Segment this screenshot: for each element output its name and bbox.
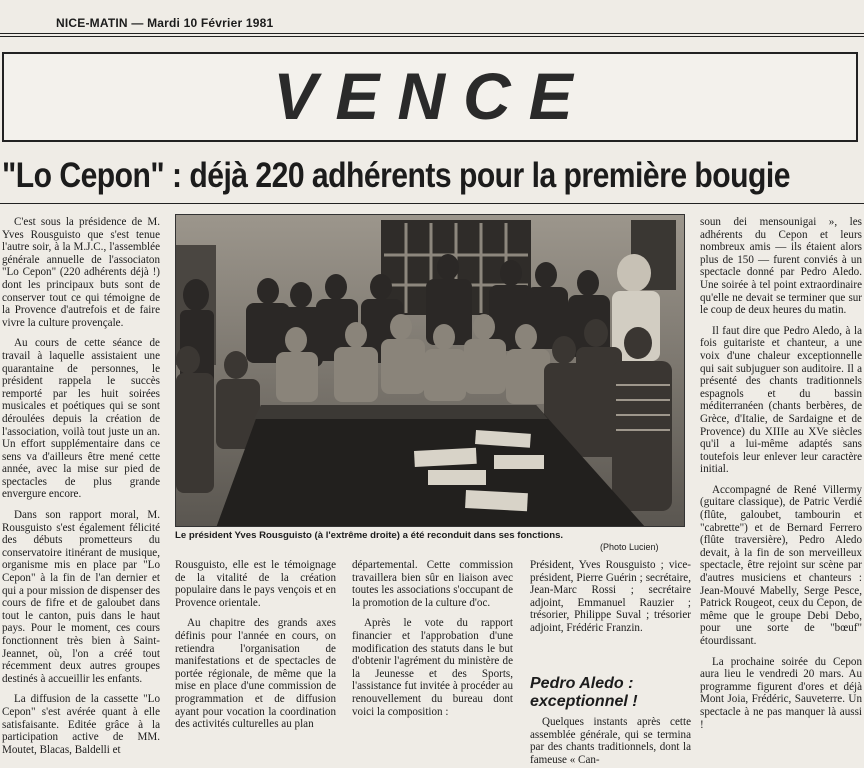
paragraph: Quelques instants après cette assemblée générale, qui se termina par des chants traditionnels, dont la fameuse « Can- <box>530 716 691 766</box>
masthead-rule <box>0 33 864 34</box>
paragraph: La diffusion de la cassette "Lo Cepon" s'est avérée quant à elle satisfaisante. Editée grâce à la participation active de MM. Moutet, Blacas, Baldelli et <box>2 693 160 756</box>
paragraph: départemental. Cette commission travaillera bien sûr en liaison avec toutes les associations s'occupant de la promotion de la culture d'oc. <box>352 559 513 609</box>
group-photo <box>175 214 685 527</box>
newspaper-masthead <box>56 16 273 30</box>
headline-rule <box>0 203 864 204</box>
photo-caption: Le président Yves Rousguisto (à l'extrême droite) a été reconduit dans ses fonctions. <box>175 530 564 541</box>
section-title: VENCE <box>273 59 591 133</box>
article-column-third <box>352 559 513 720</box>
paragraph: Accompagné de René Villermy (guitare classique), de Patric Verdié (flûte, galoubet, tambourin et "cabrette") et de Bernard Ferrero (flûte traversière), Pedro Aledo devait, à la fin de son merveilleux spectacle, être rejoint sur scène par d'autres musiciens et chanteurs : Jean-Mouvé Mabelly, Serge Pesce, Patrick Rougeot, ceux du Cepon, de même que le groupe Debi Debo, pour une sorte de "bœuf" étourdissant. <box>700 483 862 647</box>
masthead-rule-double <box>0 36 864 37</box>
paragraph: Au chapitre des grands axes définis pour l'année en cours, on retiendra l'organisation de manifestations et de spectacles de portée régionale, de même que la mise en place d'une commission de programmation et de diffusion ayant pour vocation la coordination des activités culturelles au plan <box>175 617 336 731</box>
masthead-separator: — <box>131 16 144 30</box>
paragraph: La prochaine soirée du Cepon aura lieu le vendredi 20 mars. Au programme figurent d'ores et déjà Mont Joia, Frédéric, Sauveterre. Un spectacle à ne pas manquer là aussi ! <box>700 655 862 731</box>
newspaper-name: NICE-MATIN <box>56 16 128 30</box>
group-photo-illustration <box>176 215 685 527</box>
publication-date: Mardi 10 Février 1981 <box>147 16 274 30</box>
photo-credit: (Photo Lucien) <box>600 542 659 552</box>
paragraph: soun dei mensounigai », les adhérents du Cepon et leurs nombreux amis — ils étaient alors plus de 150 — furent conviés à un spectacle donné par Pedro Aledo. Une soirée à tel point extraordinaire qu'elle ne devait se terminer que sur le coup de deux heures du matin. <box>700 216 862 317</box>
article-column-right <box>700 216 862 733</box>
paragraph: Dans son rapport moral, M. Rousguisto s'est également félicité des débuts prometteurs du conservatoire itinérant de musique, organisme mis en place par "Lo Cepon" à la fin de l'an dernier et qui a pour mission de dispenser des cours de fifre et de galoubet dans tout le canton, puis dans le haut pays. Pour le moment, ces cours fonctionnent très bien à Saint-Jeannet, où, l'on a créé tout récemment deux autres groupes destinés à accueillir les enfants. <box>2 509 160 685</box>
paragraph: Après le vote du rapport financier et l'approbation d'une modification des statuts dans le but d'obtenir l'agrément du ministère de la Jeunesse et des Sports, l'assistance fut invitée à procéder au renouvellement du bureau dont voici la composition : <box>352 617 513 718</box>
bureau-composition: Président, Yves Rousguisto ; vice-président, Pierre Guérin ; secrétaire, Jean-Marc Rossi ; secrétaire adjoint, Emmanuel Rauzier ; trésorier, Philippe Suval ; trésorier adjoint, Frédéric Franzin. <box>530 559 691 634</box>
article-column-fourth-bottom <box>530 716 691 768</box>
paragraph: Au cours de cette séance de travail à laquelle assistaient une quarantaine de personnes, le président rappela le succès remporté par les huit soirées musicales et poétiques qui se sont déroulées depuis la création de l'association, voilà tout juste un an. Un effort supplémentaire dans ce sens va d'ailleurs être mené cette année, avec la mise sur pied de spectacles de plus grande envergure encore. <box>2 337 160 501</box>
paragraph: Rousguisto, elle est le témoignage de la vitalité de la création populaire dans le pays vençois et en Provence orientale. <box>175 559 336 609</box>
article-column-second <box>175 559 336 733</box>
article-headline: "Lo Cepon" : déjà 220 adhérents pour la première bougie <box>2 156 790 195</box>
article-column-left <box>2 216 160 758</box>
article-subheading: Pedro Aledo : exceptionnel ! <box>530 675 638 710</box>
paragraph: Il faut dire que Pedro Aledo, à la fois guitariste et chanteur, a une voix d'une chaleur exceptionnelle qui sait subjuguer son auditoire. Il a présenté des chants traditionnels espagnols et du bassin méditerranéen (chants berbères, de Grèce, d'Italie, de Sardaigne et de Provence) du XIIIe au XVe siècles qu'il a lui-même adaptés sans toutefois leur enlever leur caractère initial. <box>700 324 862 476</box>
paragraph: C'est sous la présidence de M. Yves Rousguisto que s'est tenue l'autre soir, à la M.J.C., l'assemblée générale annuelle de l'associaton "Lo Cepon" (220 adhérents déjà !) dont les principaux buts sont de conserver tout ce qui témoigne de la Provence d'autrefois et de faire vivre la culture provençale. <box>2 216 160 329</box>
article-column-fourth <box>530 559 691 637</box>
